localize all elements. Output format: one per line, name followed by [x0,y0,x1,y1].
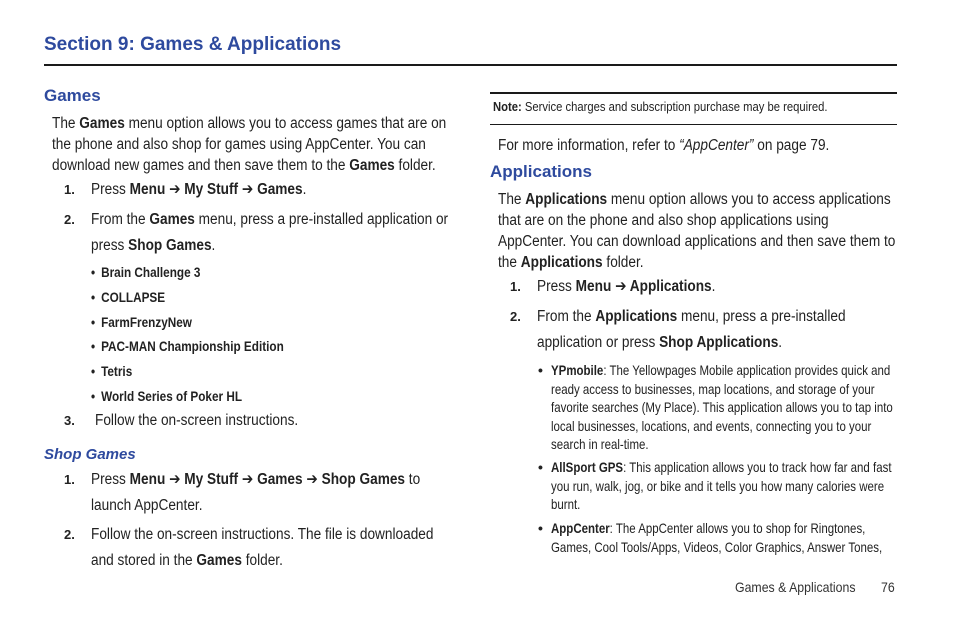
appcenter-item: • AppCenter: The AppCenter allows you to shop for Ringtones, Games, Cool Tools/Apps, Videos, Color Graphics, Answer Tones, [538,520,883,555]
shop-games-heading: Shop Games [44,446,136,463]
title-divider [44,64,897,66]
shop-games-step-2: 2. Follow the on-screen instructions. The file is downloaded and stored in the Games folder. [64,526,434,569]
games-intro [52,113,500,176]
list-item: • PAC-MAN Championship Edition [91,338,284,354]
ypmobile-item: • YPmobile: The Yellowpages Mobile application provides quick and ready access to businesses, map locations, and storage of your favorite searches (My Place). This application allows you to tap into local businesses, locations, and events, connecting you to your search in real-time. [538,362,893,452]
applications-heading: Applications [490,162,593,181]
games-step-2: 2. From the Games menu, press a pre-installed application or press Shop Games. [64,211,449,254]
games-intro-line-1: The Games menu option allows you to access games that are on [52,115,447,132]
list-item: • COLLAPSE [91,289,166,305]
page-number: 76 [881,579,895,595]
list-item: • FarmFrenzyNew [91,314,192,330]
footer-section-name: Games & Applications [735,579,856,595]
allsport-item: • AllSport GPS: This application allows you to track how far and fast you run, walk, jog, or bike and it tells you how many calories were burnt. [538,459,892,512]
list-item: • World Series of Poker HL [91,388,243,404]
appcenter-reference: “AppCenter” [679,137,754,154]
page-title: Section 9: Games & Applications [44,34,342,55]
games-step-3: 3. Follow the on-screen instructions. [64,412,299,429]
games-intro-line-2: the phone and also shop for games using AppCenter. You can [52,136,426,153]
list-item: • Brain Challenge 3 [91,264,201,280]
applications-step-1: 1. Press Menu ➔ Applications. [510,278,716,295]
more-info: For more information, refer to “AppCenter” on page 79. [498,137,830,154]
note: Note: Service charges and subscription purchase may be required. [493,100,828,114]
applications-step-2: 2. From the Applications menu, press a pre-installed application or press Shop Applications. [510,308,846,351]
note-top-rule [490,92,897,94]
note-bottom-rule [490,124,897,125]
shop-games-step-1: 1. Press Menu ➔ My Stuff ➔ Games ➔ Shop Games to launch AppCenter. [64,471,421,514]
games-step-1: 1. Press Menu ➔ My Stuff ➔ Games. [64,181,307,198]
list-item: • Tetris [91,363,133,379]
applications-intro: The Applications menu option allows you to access applications that are on the phone and also shop applications using AppCenter. You can download applications and then save them to the Applications folder. [498,191,896,271]
games-heading: Games [44,86,101,105]
games-intro-line-3: download new games and then save them to the Games folder. [52,157,436,174]
